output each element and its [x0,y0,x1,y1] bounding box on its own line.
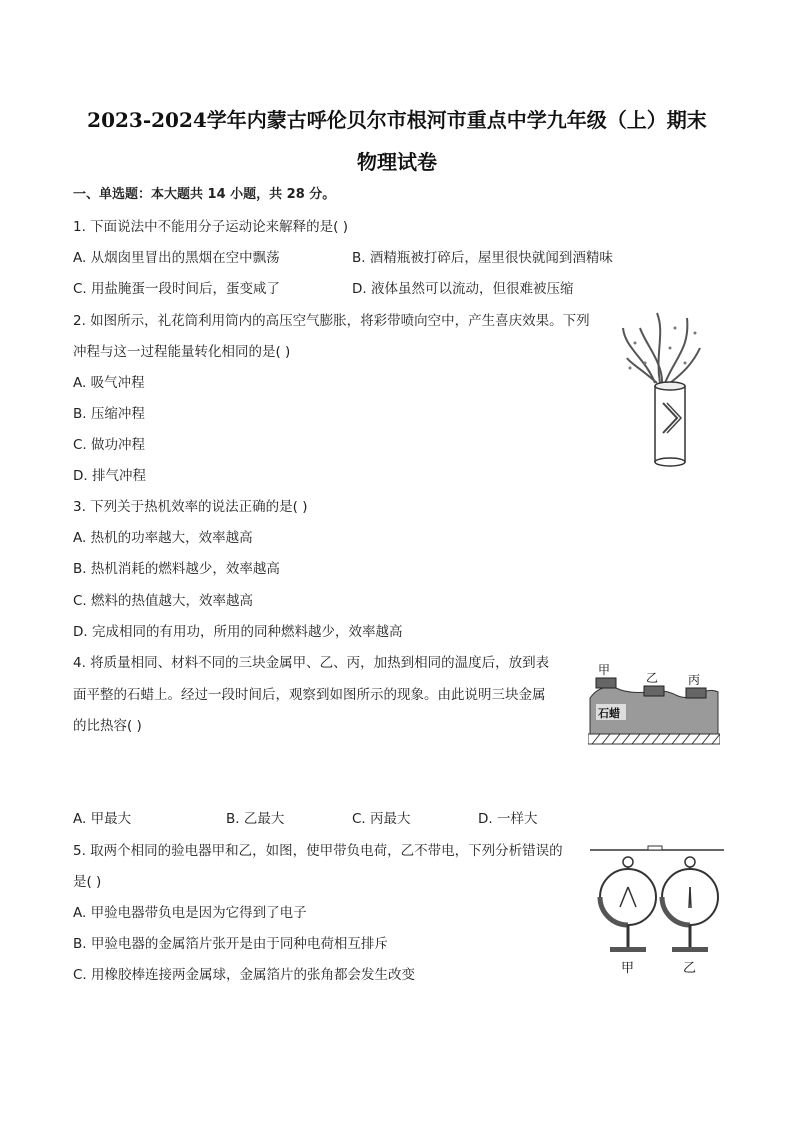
electroscope-yi [662,857,718,952]
question-3-stem: 3. 下列关于热机效率的说法正确的是( ) [73,499,308,515]
metal-jia [596,678,616,688]
question-5-stem-line2: 是( ) [73,874,102,890]
ribbon-streamer [623,328,655,383]
q4-option-d: D. 一样大 [478,811,538,827]
section-heading: 一、单选题：本大题共 14 小题，共 28 分。 [73,187,336,202]
q1-option-c: C. 用盐腌蛋一段时间后，蛋变咸了 [73,281,281,297]
metal-bing [686,688,706,698]
question-1-stem: 1. 下面说法中不能用分子运动论来解释的是( ) [73,219,348,235]
q2-option-c: C. 做功冲程 [73,437,146,453]
q4-option-b: B. 乙最大 [226,811,285,827]
wax-metal-figure [588,658,720,746]
question-2-stem-line1: 2. 如图所示，礼花筒利用筒内的高压空气膨胀，将彩带喷向空中，产生喜庆效果。下列 [73,313,590,329]
hatched-base [588,734,720,744]
label-yi: 乙 [646,671,659,685]
q4-option-c: C. 丙最大 [352,811,411,827]
q4-option-a: A. 甲最大 [73,811,132,827]
label-jia: 甲 [621,961,635,976]
page-title-line2: 物理试卷 [357,150,437,174]
label-bing: 丙 [688,673,701,687]
cylinder-tube [655,382,685,466]
question-4-stem-line2: 面平整的石蜡上。经过一段时间后，观察到如图所示的现象。由此说明三块金属 [73,687,546,703]
electroscope-figure [590,842,724,982]
q3-option-a: A. 热机的功率越大，效率越高 [73,530,253,546]
q1-option-d: D. 液体虽然可以流动，但很难被压缩 [352,281,574,297]
label-wax: 石蜡 [598,707,620,720]
page-title-line1: 2023-2024学年内蒙古呼伦贝尔市根河市重点中学九年级（上）期末 [87,108,707,132]
question-5-stem-line1: 5. 取两个相同的验电器甲和乙，如图，使甲带负电荷，乙不带电，下列分析错误的 [73,843,563,859]
q3-option-b: B. 热机消耗的燃料越少，效率越高 [73,561,280,577]
label-yi: 乙 [683,961,697,976]
q1-option-b: B. 酒精瓶被打碎后，屋里很快就闻到酒精味 [352,250,613,266]
party-popper-figure [615,308,705,468]
q2-option-d: D. 排气冲程 [73,468,146,484]
question-4-stem-line1: 4. 将质量相同、材料不同的三块金属甲、乙、丙，加热到相同的温度后，放到表 [73,655,550,671]
q5-option-c: C. 用橡胶棒连接两金属球，金属箔片的张角都会发生改变 [73,967,416,983]
question-2-stem-line2: 冲程与这一过程能量转化相同的是( ) [73,344,291,360]
electroscope-jia [600,857,656,952]
q3-option-c: C. 燃料的热值越大，效率越高 [73,593,254,609]
label-jia: 甲 [598,663,611,677]
q1-option-a: A. 从烟囱里冒出的黑烟在空中飘荡 [73,250,280,266]
q3-option-d: D. 完成相同的有用功，所用的同种燃料越少，效率越高 [73,624,403,640]
q2-option-b: B. 压缩冲程 [73,406,145,422]
q5-option-b: B. 甲验电器的金属箔片张开是由于同种电荷相互排斥 [73,936,388,952]
metal-yi [644,686,664,696]
q5-option-a: A. 甲验电器带负电是因为它得到了电子 [73,905,307,921]
question-4-stem-line3: 的比热容( ) [73,718,142,734]
q2-option-a: A. 吸气冲程 [73,375,145,391]
